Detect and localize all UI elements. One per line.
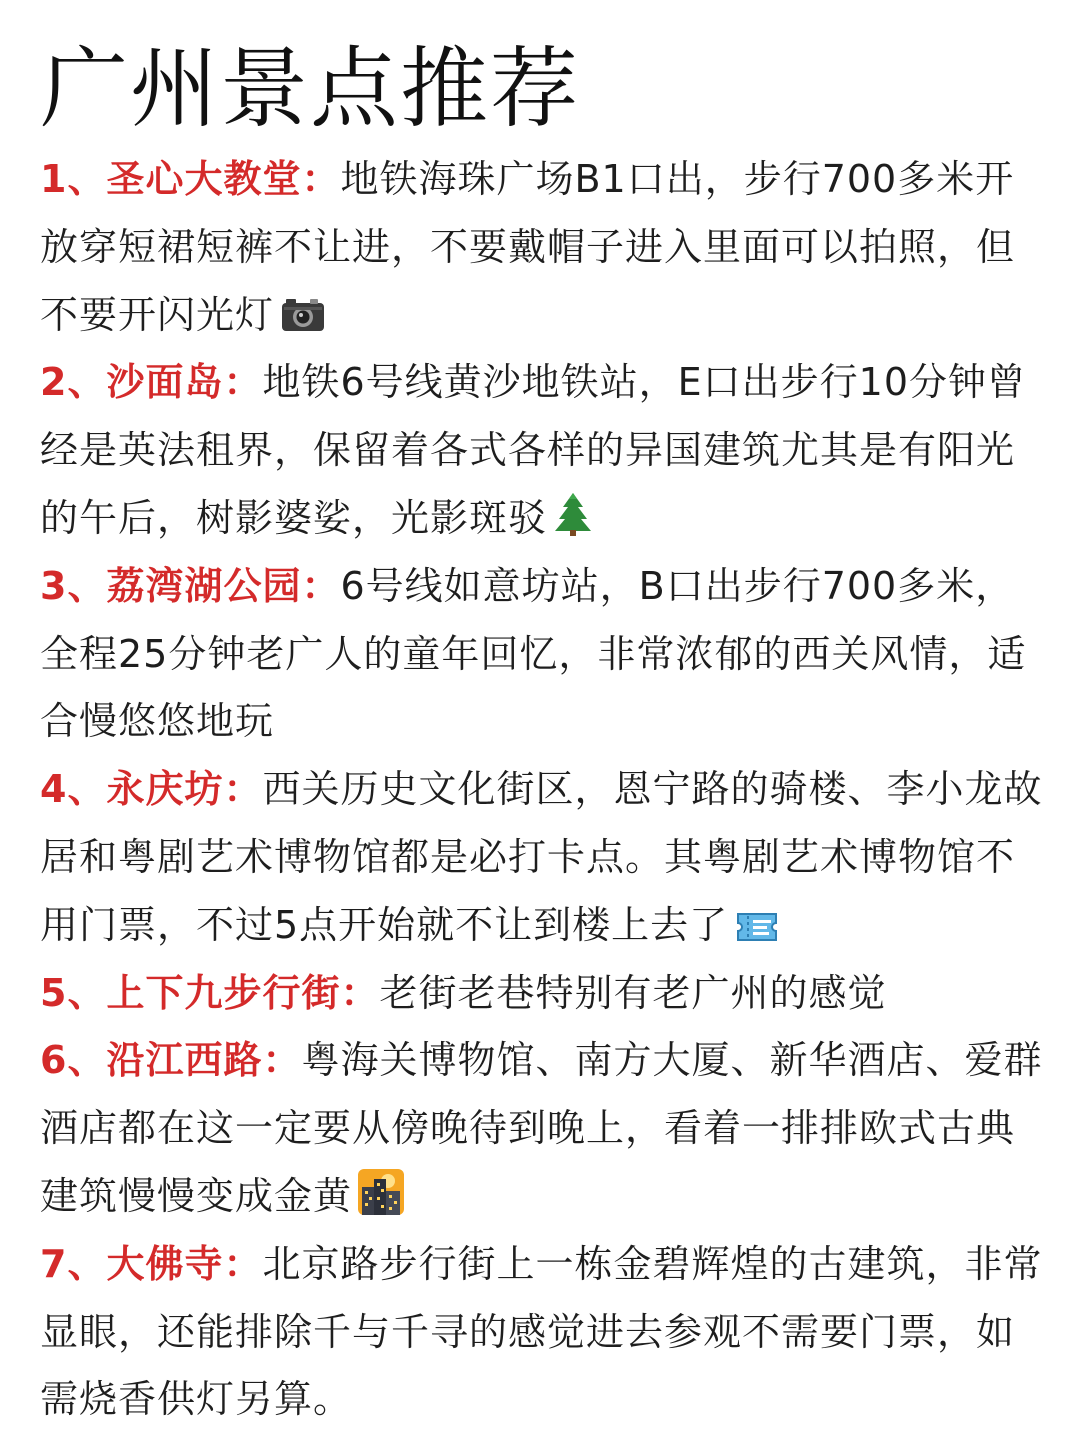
item-text: 粤海关博物馆、南方大厦、新华酒店、爱群酒店都在这一定要从傍晚待到晚上，看着一排排欧式古典建筑慢慢变成金黄 bbox=[40, 1038, 1043, 1218]
item-label: 2、沙面岛： bbox=[40, 360, 263, 405]
item-text: 地铁6号线黄沙地铁站，E口出步行10分钟曾经是英法租界，保留着各式各样的异国建筑尤其是有阳光的午后，树影婆娑，光影斑驳 bbox=[40, 360, 1026, 540]
item-label: 7、大佛寺： bbox=[40, 1241, 263, 1286]
article bbox=[40, 34, 1050, 1434]
list-item bbox=[40, 146, 1050, 349]
item-label: 4、永庆坊： bbox=[40, 767, 263, 812]
item-text: 6号线如意坊站，B口出步行700多米，全程25分钟老广人的童年回忆，非常浓郁的西关风情，适合慢悠悠地玩 bbox=[40, 563, 1027, 744]
ticket-icon bbox=[734, 910, 780, 944]
item-label: 6、沿江西路： bbox=[40, 1038, 302, 1083]
item-text: 北京路步行街上一栋金碧辉煌的古建筑，非常显眼，还能排除千与千寻的感觉进去参观不需要门票，如需烧香供灯另算。 bbox=[40, 1241, 1043, 1422]
list-item bbox=[40, 756, 1050, 959]
item-label: 1、圣心大教堂： bbox=[40, 157, 341, 201]
item-label: 3、荔湾湖公园： bbox=[40, 563, 341, 608]
page-title: 广州景点推荐 bbox=[40, 37, 581, 140]
list-item bbox=[40, 553, 1050, 756]
list-item bbox=[40, 1231, 1050, 1434]
item-text: 西关历史文化街区，恩宁路的骑楼、李小龙故居和粤剧艺术博物馆都是必打卡点。其粤剧艺术博物馆不用门票，不过5点开始就不让到楼上去了 bbox=[40, 767, 1043, 947]
city-dusk-icon bbox=[358, 1169, 404, 1215]
evergreen-tree-icon bbox=[553, 491, 593, 537]
list-item bbox=[40, 960, 1050, 1028]
camera-icon bbox=[280, 296, 326, 334]
list-item bbox=[40, 1027, 1050, 1230]
item-label: 5、上下九步行街： bbox=[40, 970, 380, 1015]
item-text: 地铁海珠广场B1口出，步行700多米开放穿短裙短裤不让进，不要戴帽子进入里面可以拍照，但不要开闪光灯 bbox=[40, 157, 1016, 337]
list-item bbox=[40, 349, 1050, 552]
item-text: 老街老巷特别有老广州的感觉 bbox=[379, 970, 887, 1015]
